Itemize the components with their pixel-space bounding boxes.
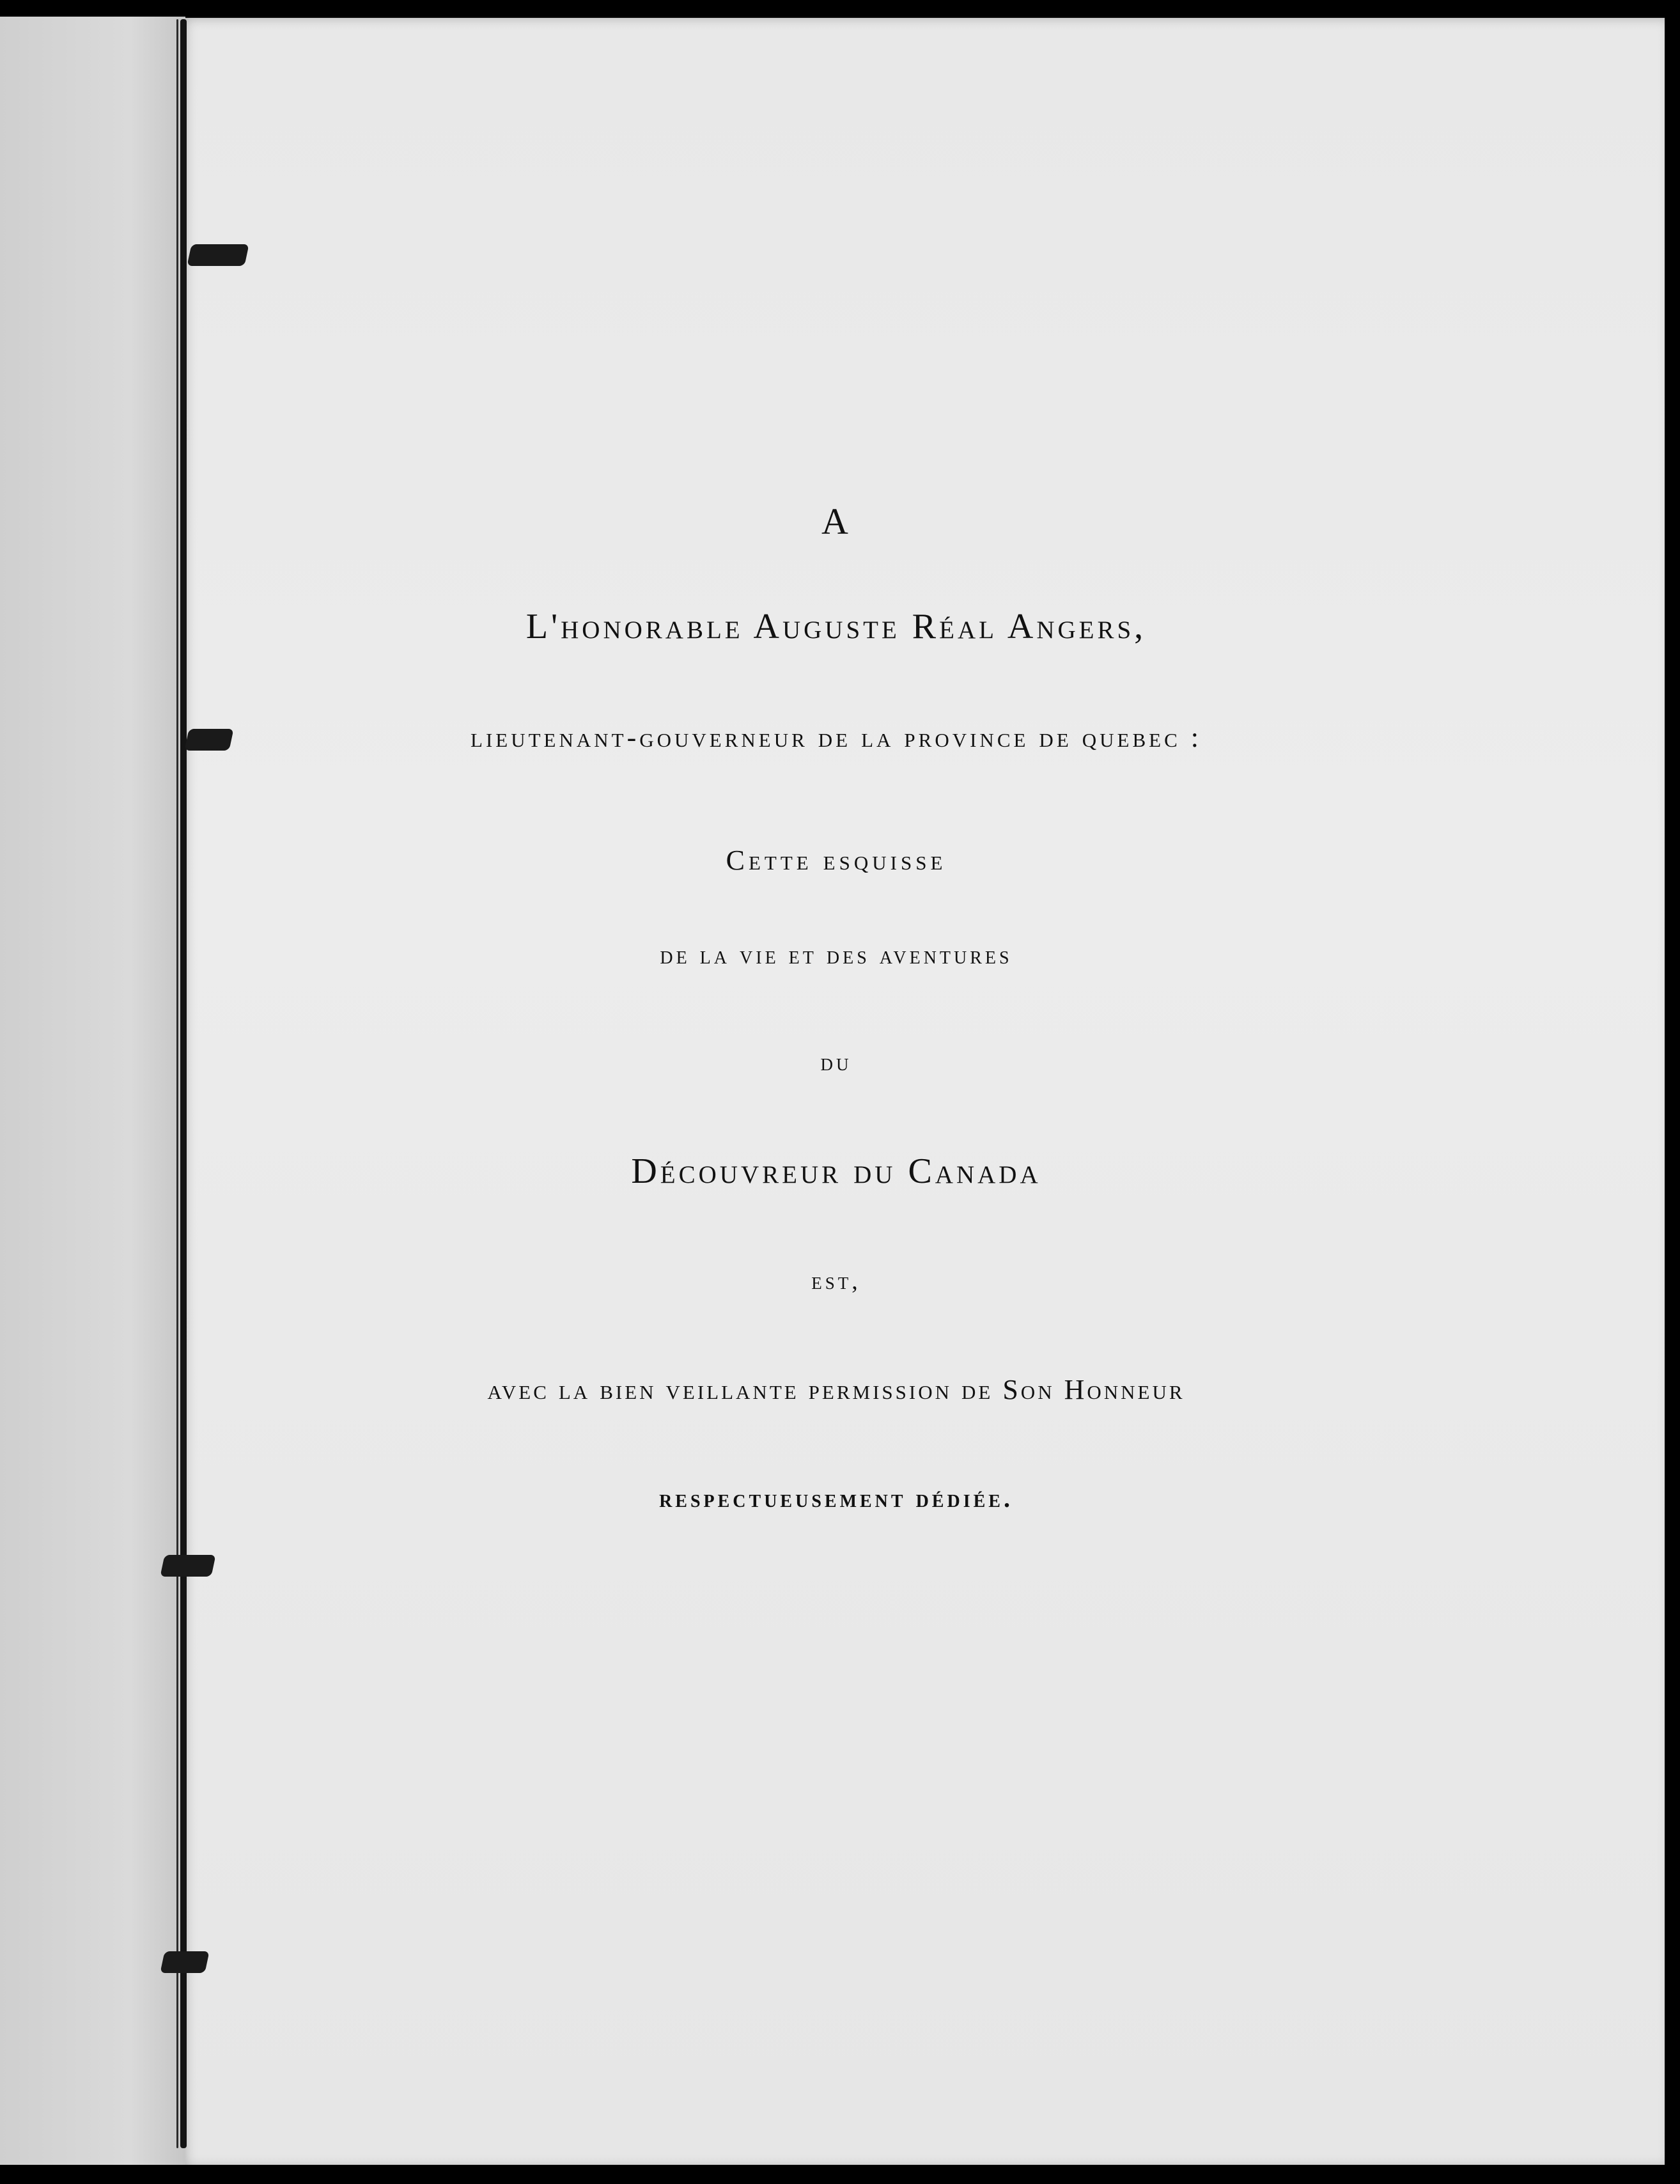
dedication-title-line: lieutenant-gouverneur de la province de quebec : — [471, 722, 1202, 753]
dedication-sketch-line: Cette esquisse — [726, 845, 947, 876]
dedication-honoree-line: L'honorable Auguste Réal Angers, — [525, 607, 1147, 646]
dedication-closing-line: respectueusement dédiée. — [659, 1484, 1013, 1513]
dedication-permission-line: avec la bien veillante permission de Son Honneur — [487, 1374, 1185, 1405]
dedication-line-a: A — [821, 501, 851, 542]
dedication-life-line: de la vie et des aventures — [660, 940, 1013, 969]
dedication-est-line: est, — [811, 1268, 861, 1295]
dedication-discoverer-line: Découvreur du Canada — [631, 1151, 1041, 1191]
dedication-du-line: du — [820, 1049, 852, 1076]
